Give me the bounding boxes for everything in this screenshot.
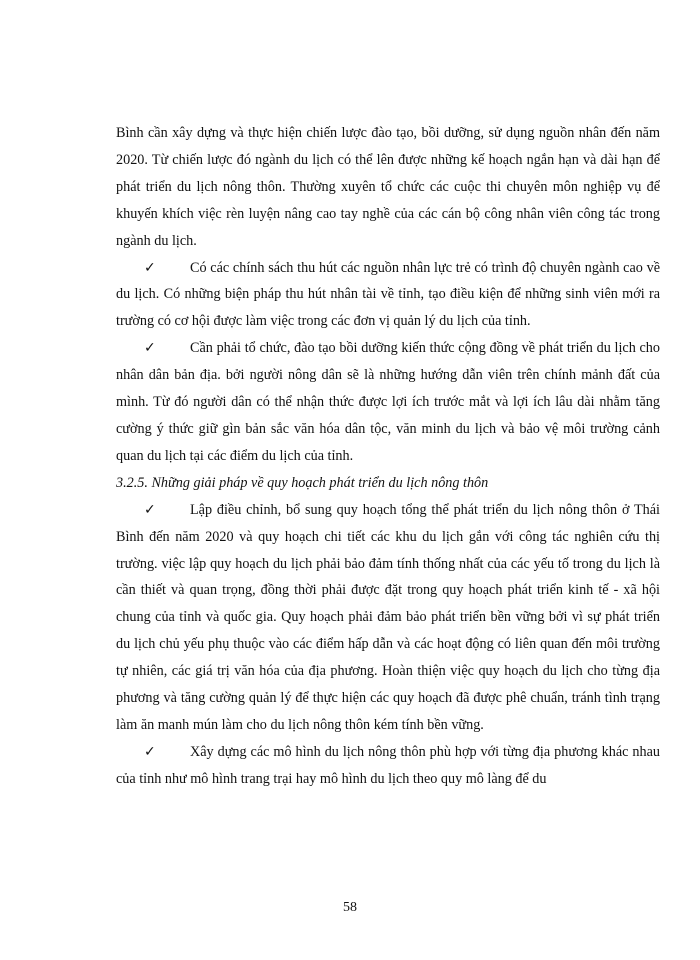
- paragraph-1: Bình cần xây dựng và thực hiện chiến lược đào tạo, bồi dưỡng, sử dụng nguồn nhân đến năm 2020. Từ chiến lược đó ngành du lịch có thể lên được những kế hoạch ngắn hạn và dài hạn để phát triển du lịch nông thôn. Thường xuyên tổ chức các cuộc thi chuyên môn nghiệp vụ để khuyến khích việc rèn luyện nâng cao tay nghề của các cán bộ công nhân viên công tác trong ngành du lịch.: [116, 125, 660, 249]
- checkmark-icon: ✓: [144, 501, 156, 518]
- paragraph-5: [116, 739, 660, 793]
- section-heading: 3.2.5. Những giải pháp về quy hoạch phát triển du lịch nông thôn: [116, 474, 489, 491]
- paragraph-4: [116, 497, 660, 739]
- checkmark-icon: ✓: [144, 743, 156, 760]
- paragraph-5-text: Xây dựng các mô hình du lịch nông thôn phù hợp với từng địa phương khác nhau của tỉnh như mô hình trang trại hay mô hình du lịch theo quy mô làng để du: [116, 743, 660, 787]
- paragraph-2-text: Có các chính sách thu hút các nguồn nhân lực trẻ có trình độ chuyên ngành cao về du lịch. Có những biện pháp thu hút nhân tài về tỉnh, tạo điều kiện để những sinh viên mới ra trường có cơ hội được làm việc trong các đơn vị quản lý du lịch của tỉnh.: [116, 259, 660, 330]
- checkmark-icon: ✓: [144, 259, 156, 276]
- paragraph-4-text: Lập điều chỉnh, bổ sung quy hoạch tổng thể phát triển du lịch nông thôn ở Thái Bình đến năm 2020 và quy hoạch chi tiết các khu du lịch gắn với công tác nghiên cứu thị trường. việc lập quy hoạch du lịch phải bảo đảm tính thống nhất của các yếu tố trong du lịch là cần thiết và quan trọng, đồng thời phải được đặt trong quy hoạch phát triển kinh tế - xã hội chung của tỉnh và quốc gia. Quy hoạch phải đảm bảo phát triển bền vững bởi vì sự phát triển du lịch chủ yếu phụ thuộc vào các điểm hấp dẫn và các hoạt động có liên quan đến môi trường tự nhiên, các giá trị văn hóa của địa phương. Hoàn thiện việc quy hoạch du lịch cho từng địa phương và tăng cường quản lý để thực hiện các quy hoạch đã được phê chuẩn, tránh tình trạng làm ăn manh mún làm cho du lịch nông thôn kém tính bền vững.: [116, 501, 660, 733]
- page-number: 58: [343, 900, 357, 915]
- checkmark-icon: ✓: [144, 340, 156, 357]
- body-text: [116, 120, 660, 793]
- paragraph-3: [116, 335, 660, 470]
- paragraph-3-text: Cần phải tổ chức, đào tạo bồi dưỡng kiến thức cộng đồng về phát triển du lịch cho nhân dân bản địa. bởi người nông dân sẽ là những hướng dẫn viên trên chính mảnh đất của mình. Từ đó người dân có thể nhận thức được lợi ích trước mắt và lợi ích lâu dài nhằm tăng cường ý thức giữ gìn bản sắc văn hóa dân tộc, văn minh du lịch và bảo vệ môi trường cảnh quan du lịch tại các điểm du lịch của tỉnh.: [116, 340, 660, 464]
- paragraph-2: [116, 255, 660, 336]
